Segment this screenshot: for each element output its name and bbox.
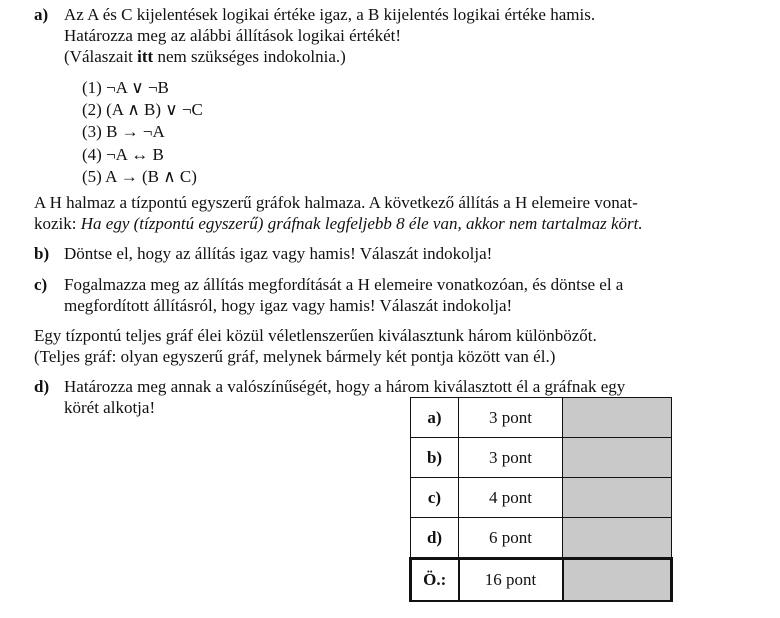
part-a-line2: Határozza meg az alábbi állítások logikai értékét! xyxy=(64,26,402,45)
score-row-a xyxy=(411,398,672,438)
statement-4: (4) ¬A ↔ B xyxy=(82,145,164,164)
score-row-d xyxy=(411,518,672,559)
part-c-label: c) xyxy=(34,275,48,294)
score-row-total xyxy=(411,559,672,602)
score-part: c) xyxy=(411,478,459,518)
part-a-line1: Az A és C kijelentések logikai értéke igaz, a B kijelentés logikai értéke hamis. xyxy=(64,5,596,24)
part-a-line3: (Válaszait itt nem szükséges indokolnia.) xyxy=(64,47,346,66)
score-points: 3 pont xyxy=(459,398,563,438)
score-points: 6 pont xyxy=(459,518,563,559)
statement-5: (5) A → (B ∧ C) xyxy=(82,167,197,186)
part-d-line1: Határozza meg annak a valószínűségét, hogy a három kiválasztott él a gráfnak egy xyxy=(64,377,626,396)
score-points: 4 pont xyxy=(459,478,563,518)
score-row-b xyxy=(411,438,672,478)
intro2-line1: Egy tízpontú teljes gráf élei közül véletlenszerűen kiválasztunk három különbözőt. xyxy=(34,326,597,345)
statement-3: (3) B → ¬A xyxy=(82,122,165,141)
score-blank-cell xyxy=(563,398,672,438)
part-a-label: a) xyxy=(34,5,49,24)
score-part: d) xyxy=(411,518,459,559)
score-table xyxy=(409,397,673,602)
score-row-c xyxy=(411,478,672,518)
score-total-points: 16 pont xyxy=(459,559,563,602)
part-d-line2: körét alkotja! xyxy=(64,398,156,417)
part-b-label: b) xyxy=(34,244,50,263)
part-d-label: d) xyxy=(34,377,50,396)
score-blank-cell xyxy=(563,478,672,518)
intro2-line2: (Teljes gráf: olyan egyszerű gráf, melynek bármely két pontja között van él.) xyxy=(34,347,556,366)
score-blank-cell xyxy=(563,559,672,602)
part-c-line1: Fogalmazza meg az állítás megfordítását a H elemeire vonatkozóan, és döntse el a xyxy=(64,275,624,294)
score-blank-cell xyxy=(563,438,672,478)
score-total-label: Ö.: xyxy=(411,559,459,602)
intro-line1: A H halmaz a tízpontú egyszerű gráfok halmaza. A következő állítás a H elemeire vonat- xyxy=(34,193,638,212)
score-points: 3 pont xyxy=(459,438,563,478)
score-blank-cell xyxy=(563,518,672,559)
part-b-line1: Döntse el, hogy az állítás igaz vagy hamis! Válaszát indokolja! xyxy=(64,244,493,263)
statement-1: (1) ¬A ∨ ¬B xyxy=(82,78,169,97)
part-c-line2: megfordított állításról, hogy igaz vagy hamis! Válaszát indokolja! xyxy=(64,296,513,315)
statement-2: (2) (A ∧ B) ∨ ¬C xyxy=(82,100,203,119)
score-part: b) xyxy=(411,438,459,478)
score-part: a) xyxy=(411,398,459,438)
intro-line2: kozik: Ha egy (tízpontú egyszerű) gráfnak legfeljebb 8 éle van, akkor nem tartalmaz kört. xyxy=(34,214,643,233)
